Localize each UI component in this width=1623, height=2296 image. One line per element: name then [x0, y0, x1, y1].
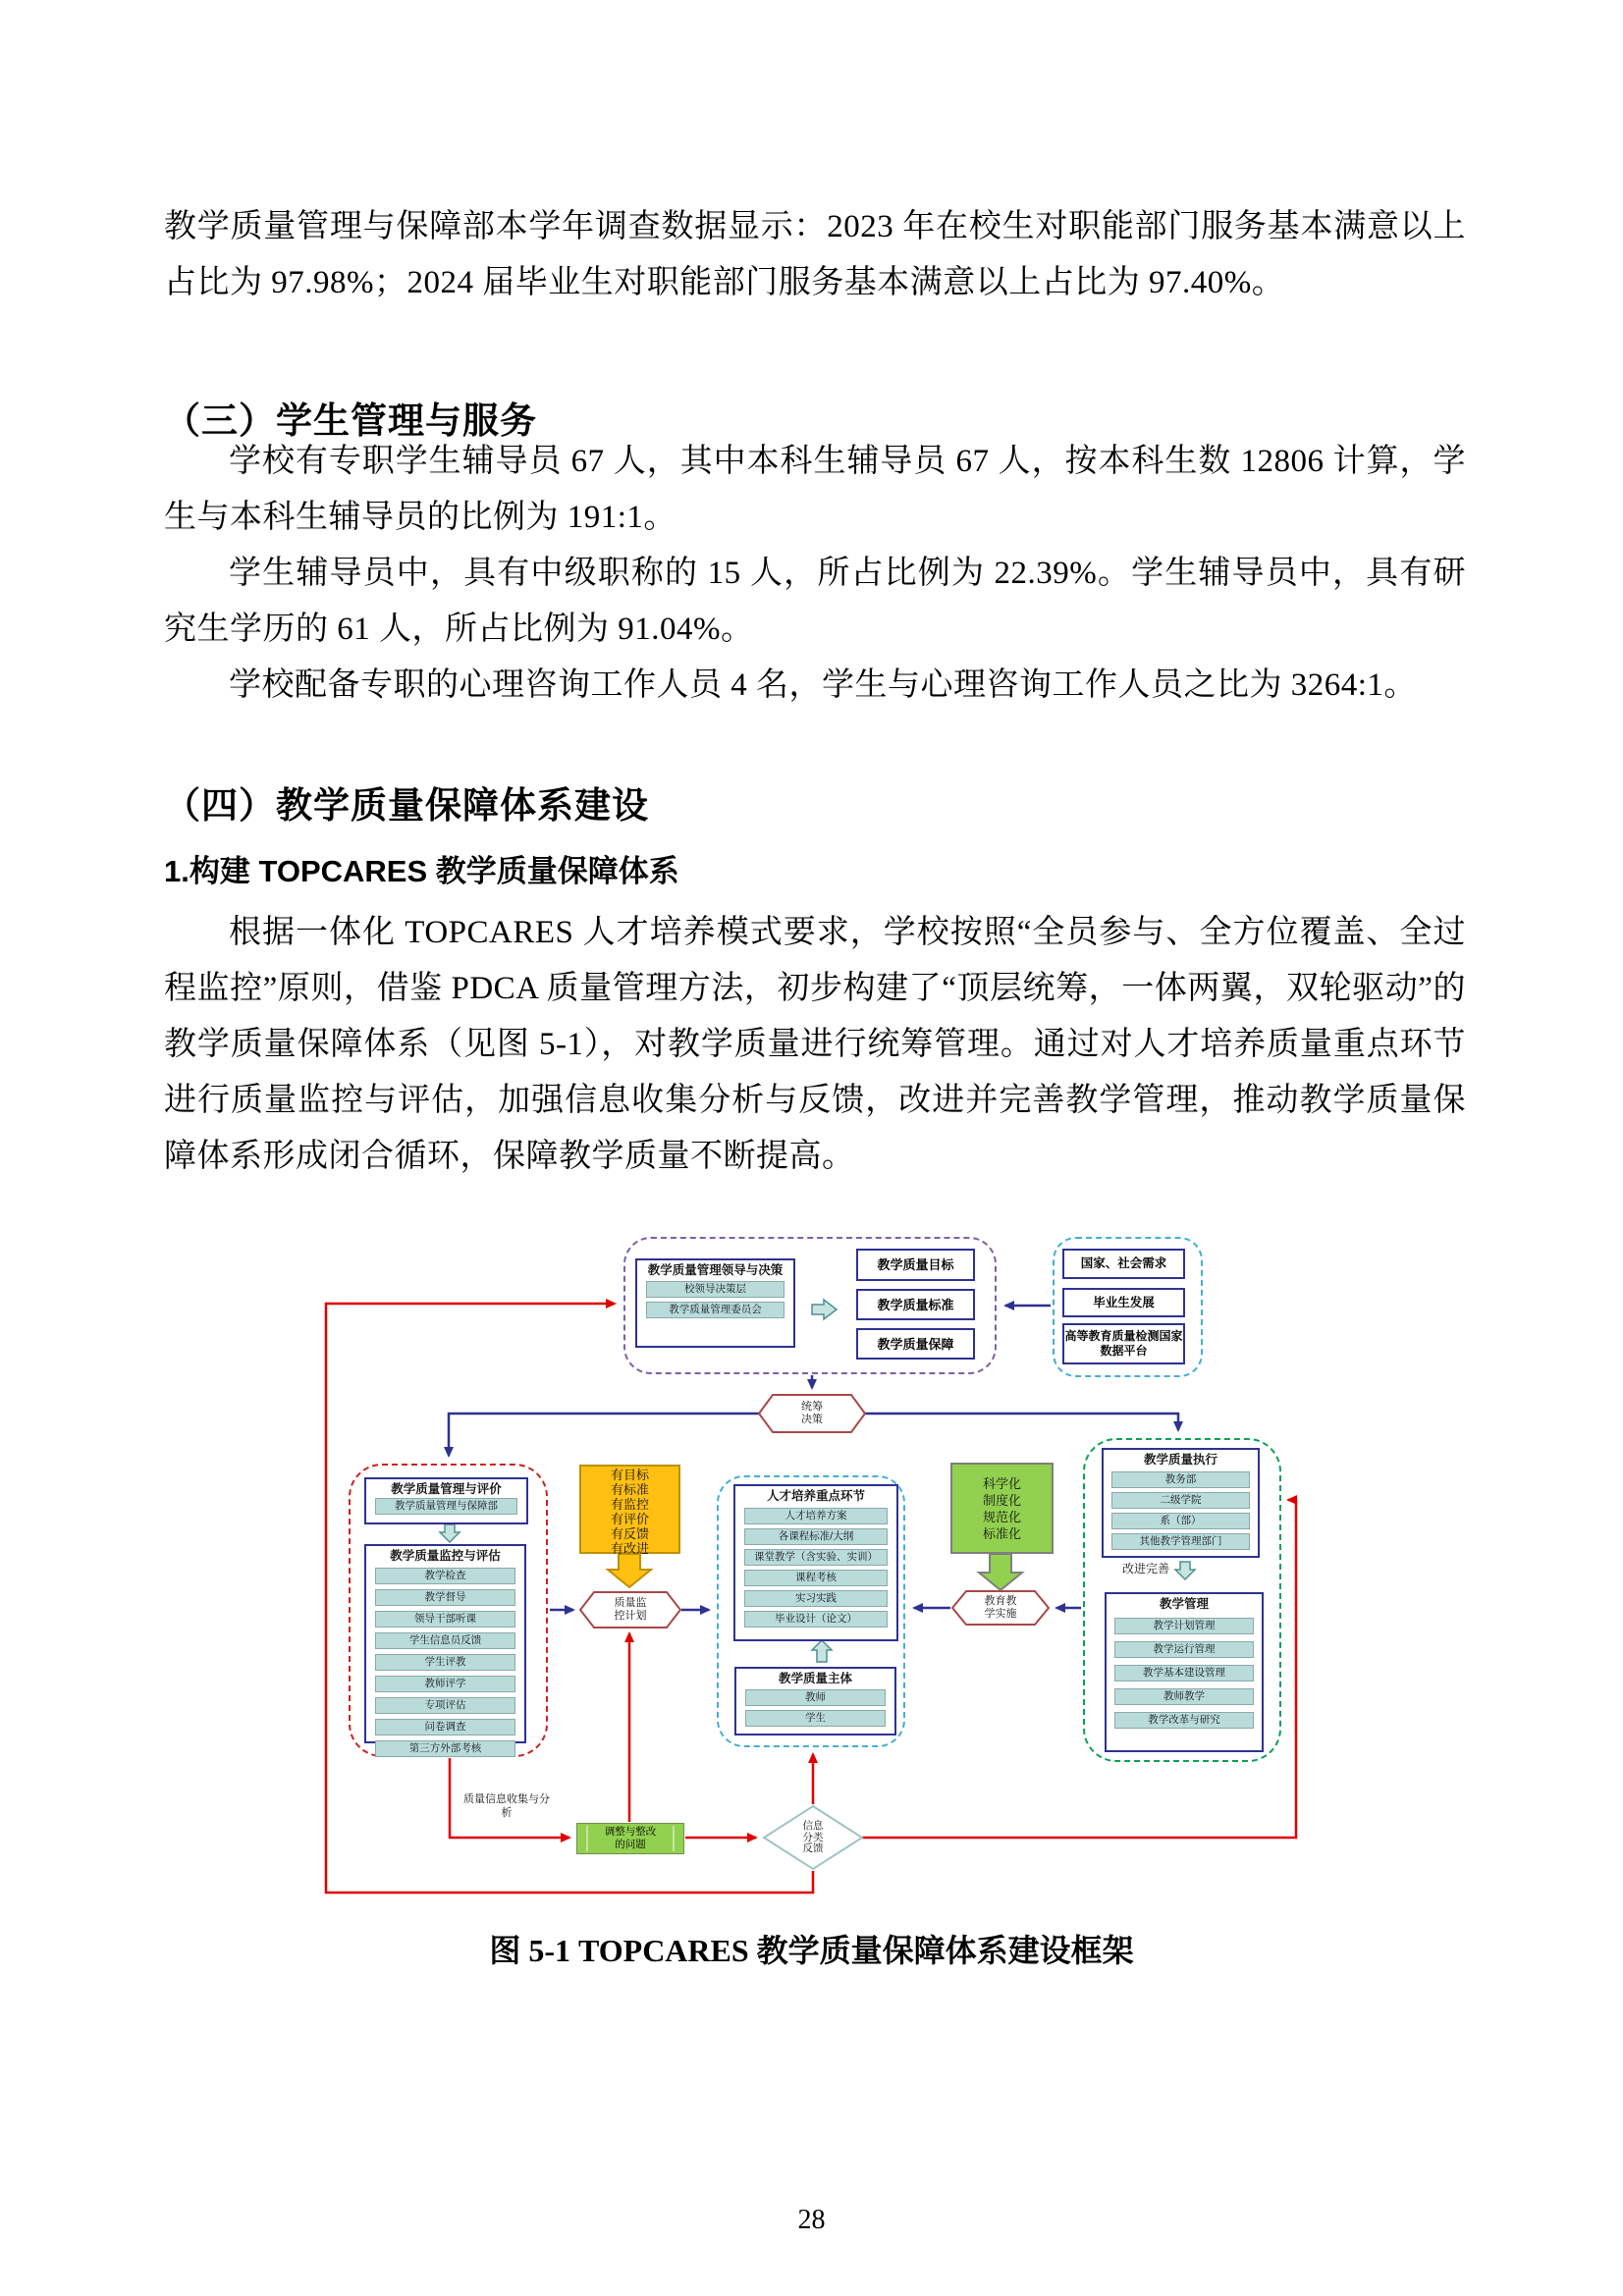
list-item: 教学检查	[375, 1568, 516, 1584]
paragraph-counselor-ratio: 学生辅导员中，具有中级职称的 15 人，所占比例为 22.39%。学生辅导员中，具有研究生学历的 61 人，所占比例为 91.04%。	[164, 556, 1466, 647]
page-number: 28	[797, 2205, 826, 2235]
list-item: 有评价	[610, 1512, 649, 1526]
figure-caption: 图 5-1 TOPCARES 教学质量保障体系建设框架	[489, 1933, 1134, 1968]
list-item: 教学基本建设管理	[1114, 1665, 1253, 1682]
list-item: 校领导决策层	[646, 1281, 785, 1298]
paragraph-counselors: 学校有专职学生辅导员 67 人，其中本科生辅导员 67 人，按本科生数 12806 计算，学生与本科生辅导员的比例为 191:1。	[164, 444, 1466, 535]
adjust-box-label: 调整与整改的问题	[604, 1826, 657, 1850]
leadership-box	[635, 1258, 795, 1348]
list-item: 规范化	[982, 1510, 1021, 1524]
list-item: 问卷调查	[375, 1719, 516, 1735]
leadership-title: 教学质量管理领导与决策	[647, 1263, 784, 1277]
list-item: 标准化	[982, 1526, 1021, 1541]
monitor-items	[366, 1568, 524, 1757]
adjust-box	[576, 1823, 684, 1854]
paragraph-psychology: 学校配备专职的心理咨询工作人员 4 名，学生与心理咨询工作人员之比为 3264:1。	[229, 667, 1417, 703]
list-item: 有监控	[610, 1497, 649, 1512]
hex-right-label: 教育教学实施	[984, 1595, 1017, 1620]
list-item: 系（部）	[1111, 1513, 1249, 1529]
list-item: 教师评学	[375, 1676, 516, 1692]
monitor-box	[364, 1544, 526, 1754]
goal-box-2: 教学质量标准	[856, 1289, 975, 1320]
list-item: 教学质量管理委员会	[646, 1302, 785, 1318]
evaluation-title: 教学质量管理与评价	[391, 1482, 502, 1496]
subject-title: 教学质量主体	[778, 1672, 852, 1685]
list-item: 第三方外部考核	[375, 1740, 516, 1757]
paragraph-topcares: 根据一体化 TOPCARES 人才培养模式要求，学校按照“全员参与、全方位覆盖、全过程监控”原则，借鉴 PDCA 质量管理方法，初步构建了“顶层统筹，一体两翼，双轮驱动”的教学质量保障体系（见图 5-1），对教学质量进行统筹管理。通过对人才培养质量重点环节进行质量监控与评估，加强信息收集分析与反馈，改进并完善教学管理，推动教学质量保障体系形成闭合循环，保障教学质量不断提高。	[164, 915, 1466, 1174]
evaluation-box	[364, 1477, 528, 1524]
paragraph-survey: 教学质量管理与保障部本学年调查数据显示：2023 年在校生对职能部门服务基本满意以上占比为 97.98%；2024 届毕业生对职能部门服务基本满意以上占比为 97.40%。	[164, 209, 1466, 300]
list-item: 有目标	[610, 1468, 649, 1482]
list-item: 领导干部听课	[375, 1611, 516, 1628]
management-box	[1105, 1592, 1264, 1752]
improve-label: 改进完善	[1121, 1562, 1169, 1575]
list-item: 学生信息员反馈	[375, 1632, 516, 1649]
execution-items	[1104, 1471, 1258, 1550]
goal-box-3: 教学质量保障	[856, 1328, 975, 1360]
heading-student-management: （三）学生管理与服务	[164, 400, 537, 441]
demand-box-2: 毕业生发展	[1062, 1288, 1185, 1317]
figure-5-1-diagram	[295, 1227, 1335, 1914]
list-item: 教学改革与研究	[1114, 1712, 1253, 1729]
list-item: 教学运行管理	[1114, 1641, 1253, 1658]
list-item: 课堂教学（含实验、实训）	[744, 1549, 888, 1566]
list-item: 教师	[745, 1689, 887, 1706]
list-item: 学生	[745, 1710, 887, 1727]
yellow-arrow	[608, 1554, 651, 1587]
green-arrow	[979, 1554, 1022, 1590]
monitor-title: 教学质量监控与评估	[390, 1549, 501, 1563]
list-item: 学生评教	[375, 1654, 516, 1671]
list-item: 其他教学管理部门	[1111, 1533, 1249, 1550]
subject-box	[734, 1667, 896, 1735]
list-item: 科学化	[982, 1476, 1021, 1491]
list-item: 毕业设计（论文）	[744, 1611, 888, 1628]
list-item: 有标准	[610, 1482, 649, 1497]
key-links-box	[733, 1484, 898, 1641]
list-item: 教学计划管理	[1114, 1618, 1253, 1634]
info-collect-label: 质量信息收集与分析	[463, 1793, 550, 1819]
hex-top-label: 统筹决策	[801, 1401, 823, 1425]
key-links-title: 人才培养重点环节	[766, 1489, 865, 1503]
demand-box-1: 国家、社会需求	[1062, 1249, 1185, 1279]
management-title: 教学管理	[1159, 1597, 1209, 1611]
list-item: 专项评估	[375, 1697, 516, 1714]
execution-title: 教学质量执行	[1143, 1453, 1217, 1467]
list-item: 有改进	[610, 1541, 649, 1556]
list-item: 课程考核	[744, 1570, 888, 1586]
green-note	[950, 1463, 1054, 1554]
hex-left-label: 质量监控计划	[614, 1597, 647, 1622]
yellow-note	[579, 1465, 680, 1554]
evaluation-items	[366, 1498, 526, 1515]
list-item: 教务部	[1111, 1471, 1249, 1488]
subheading-topcares: 1.构建 TOPCARES 教学质量保障体系	[164, 854, 679, 888]
list-item: 教学质量管理与保障部	[375, 1498, 517, 1515]
list-item: 实习实践	[744, 1590, 888, 1607]
list-item: 教学督导	[375, 1589, 516, 1606]
subject-items	[736, 1689, 894, 1727]
list-item: 各课程标准/大纲	[744, 1528, 888, 1545]
demand-box-3: 高等教育质量检测国家数据平台	[1062, 1323, 1185, 1364]
list-item: 人才培养方案	[744, 1508, 888, 1524]
goal-box-1: 教学质量目标	[856, 1249, 975, 1281]
list-item: 教师教学	[1114, 1688, 1253, 1705]
key-links-items	[735, 1508, 896, 1628]
list-item: 制度化	[982, 1493, 1021, 1508]
leadership-items	[637, 1281, 793, 1318]
heading-quality-system: （四）教学质量保障体系建设	[164, 785, 649, 826]
management-items	[1107, 1618, 1262, 1729]
execution-box	[1102, 1448, 1260, 1558]
diamond-label: 信息分类反馈	[802, 1820, 824, 1854]
list-item: 有反馈	[610, 1526, 649, 1541]
list-item: 二级学院	[1111, 1492, 1249, 1509]
